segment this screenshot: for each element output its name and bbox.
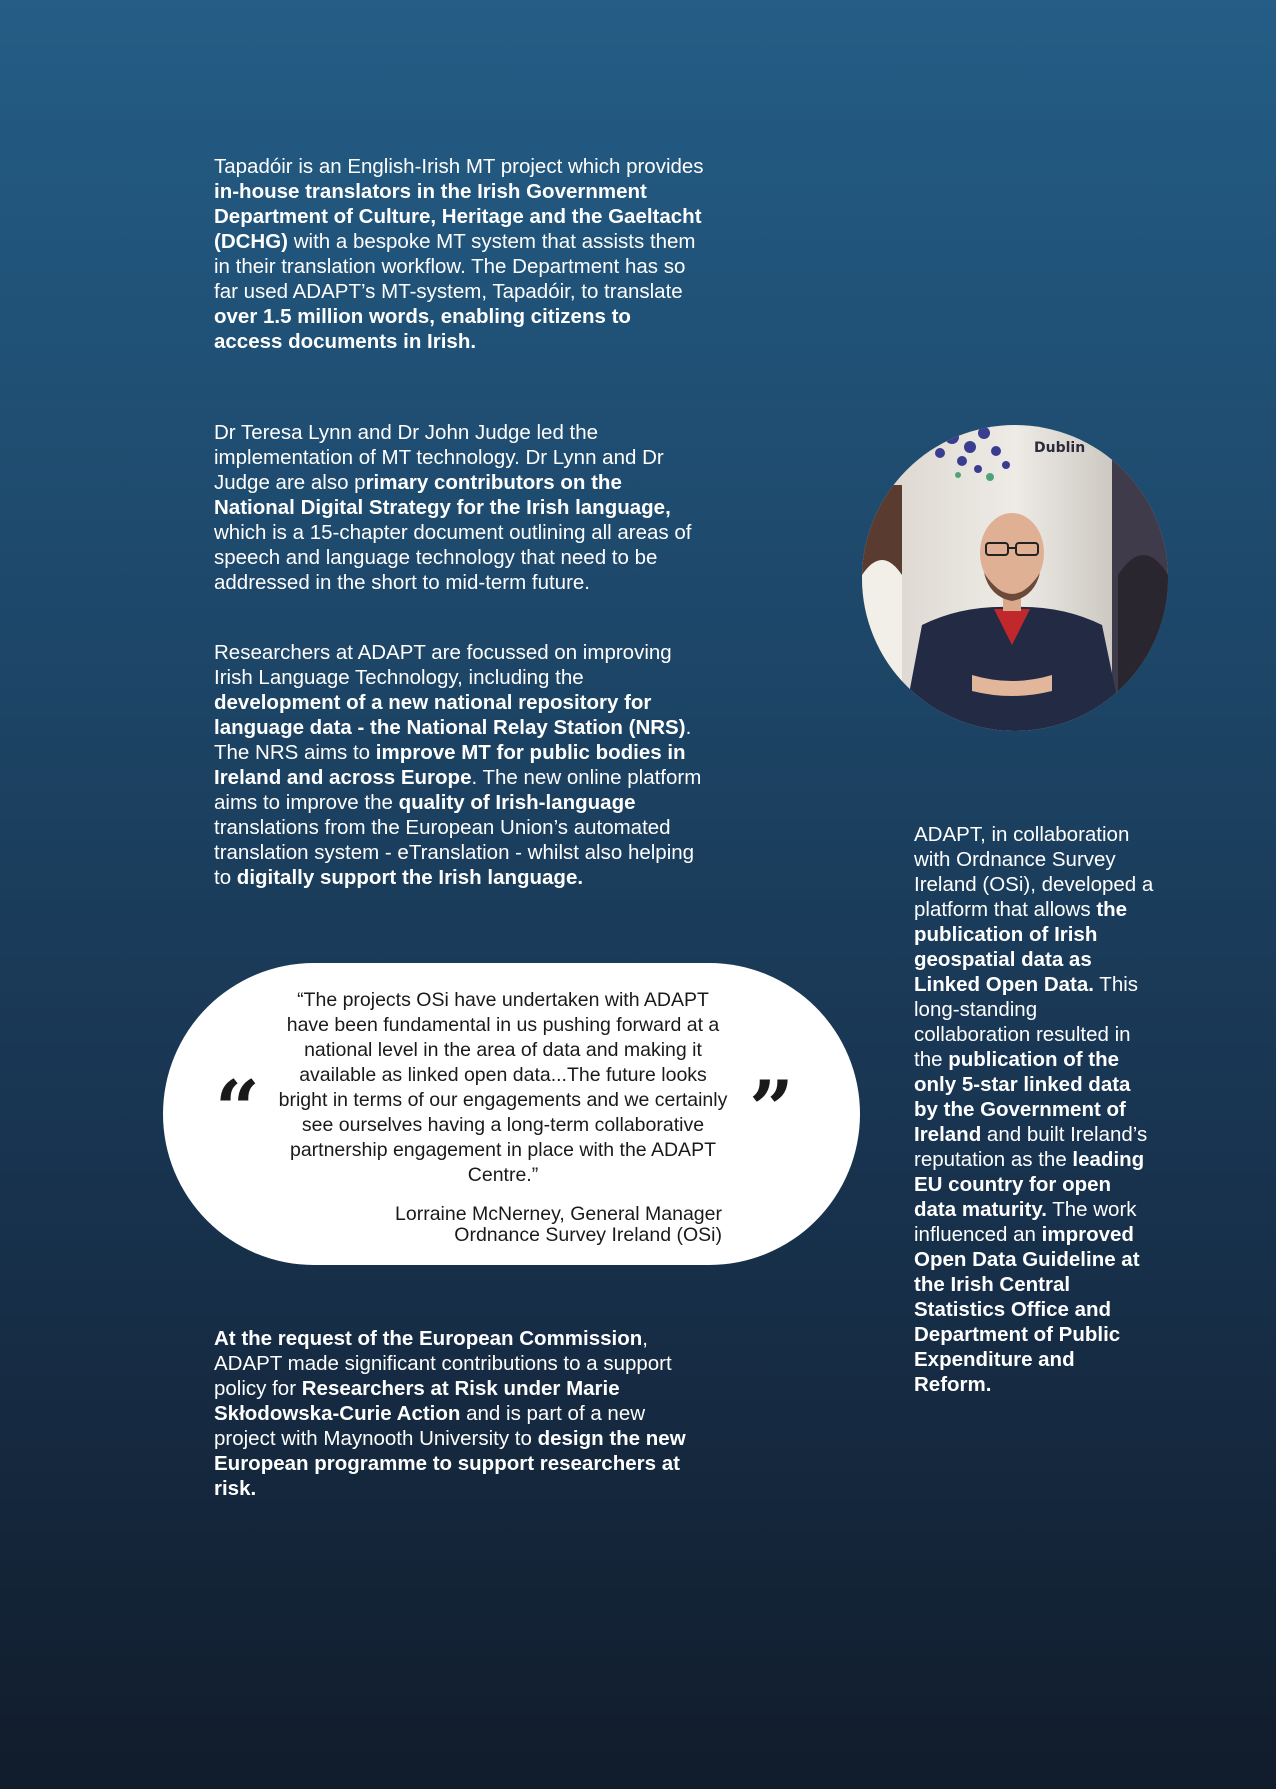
side-bold-3: leading EU country for open data maturity. — [914, 1148, 1145, 1221]
photo-banner-text: Dublin — [1034, 440, 1086, 456]
p4-bold-1: At the request of the European Commission — [214, 1327, 643, 1350]
speaker-photo — [862, 425, 1168, 731]
p4-bold-3: design the new European programme to support researchers at risk. — [214, 1427, 686, 1500]
p1-text-1: Tapadóir is an English-Irish MT project which provides — [214, 155, 704, 178]
attribution-name: Lorraine McNerney, General Manager — [395, 1203, 722, 1225]
p4-bold-2: Researchers at Risk under Marie Skłodowska-Curie Action — [214, 1377, 620, 1425]
p3-text-2: . The NRS aims to — [214, 716, 692, 764]
p3-text-3: . The new online platform aims to improve the — [214, 766, 702, 814]
p3-text-1: Researchers at ADAPT are focussed on improving Irish Language Technology, including the — [214, 641, 672, 689]
p1-bold-2: over 1.5 million words, enabling citizens to access documents in Irish. — [214, 305, 631, 353]
p2-text-1: Dr Teresa Lynn and Dr John Judge led the implementation of MT technology. Dr Lynn and Dr Judge are also p — [214, 421, 664, 494]
side-bold-1: the publication of Irish geospatial data as Linked Open Data. — [914, 898, 1128, 996]
paragraph-tapadoir — [214, 154, 704, 354]
paragraph-researchers-at-risk — [214, 1326, 704, 1501]
side-bold-4: improved Open Data Guideline at the Irish Central Statistics Office and Department of Public Expenditure and Reform. — [914, 1223, 1140, 1396]
p3-bold-3: quality of Irish-language — [398, 791, 636, 814]
p3-text-4: translations from the European Union’s automated translation system - eTranslation - whilst also helping to — [214, 816, 695, 889]
p2-bold-1: rimary contributors on the National Digital Strategy for the Irish language, — [214, 471, 671, 519]
close-quote-icon: ” — [749, 1064, 794, 1155]
p1-bold-1: in-house translators in the Irish Government Department of Culture, Heritage and the Gaeltacht (DCHG) — [214, 180, 702, 253]
side-text-4: The work influenced an — [914, 1198, 1137, 1246]
sidebar-osi-collaboration — [914, 822, 1154, 1397]
p3-bold-1: development of a new national repository for language data - the National Relay Station (NRS) — [214, 691, 686, 739]
p4-text-2: and is part of a new project with Maynooth University to — [214, 1402, 646, 1450]
p4-text-1: , ADAPT made significant contributions to a support policy for — [214, 1327, 672, 1400]
p3-bold-2: improve MT for public bodies in Ireland and across Europe — [214, 741, 686, 789]
paragraph-digital-strategy — [214, 420, 704, 595]
side-text-1: ADAPT, in collaboration with Ordnance Survey Ireland (OSi), developed a platform that allows — [914, 823, 1154, 921]
side-text-2: This long-standing collaboration resulted in the — [914, 973, 1139, 1071]
side-bold-2: publication of the only 5-star linked data by the Government of Ireland — [914, 1048, 1131, 1146]
p1-text-2: with a bespoke MT system that assists them in their translation workflow. The Department has so far used ADAPT’s MT-system, Tapadóir, to translate — [214, 230, 696, 303]
quote-attribution — [395, 1204, 722, 1246]
speaker-photo-illustration — [862, 425, 1168, 731]
p3-bold-4: digitally support the Irish language. — [236, 866, 584, 889]
open-quote-icon: “ — [215, 1064, 260, 1155]
quote-text: “The projects OSi have undertaken with ADAPT have been fundamental in us pushing forward at a national level in the area of data and making it available as linked open data...The future looks bright in terms of our engagements and we certainly see ourselves having a long-term collaborative partnership engagement in place with the ADAPT Centre.” — [278, 989, 728, 1186]
attribution-org: Ordnance Survey Ireland (OSi) — [454, 1224, 722, 1246]
side-text-3: and built Ireland’s reputation as the — [914, 1123, 1148, 1171]
testimonial-quote-box — [163, 963, 860, 1265]
p2-text-2: which is a 15-chapter document outlining all areas of speech and language technology that need to be addressed in the short to mid-term future. — [214, 521, 692, 594]
paragraph-nrs — [214, 640, 704, 890]
